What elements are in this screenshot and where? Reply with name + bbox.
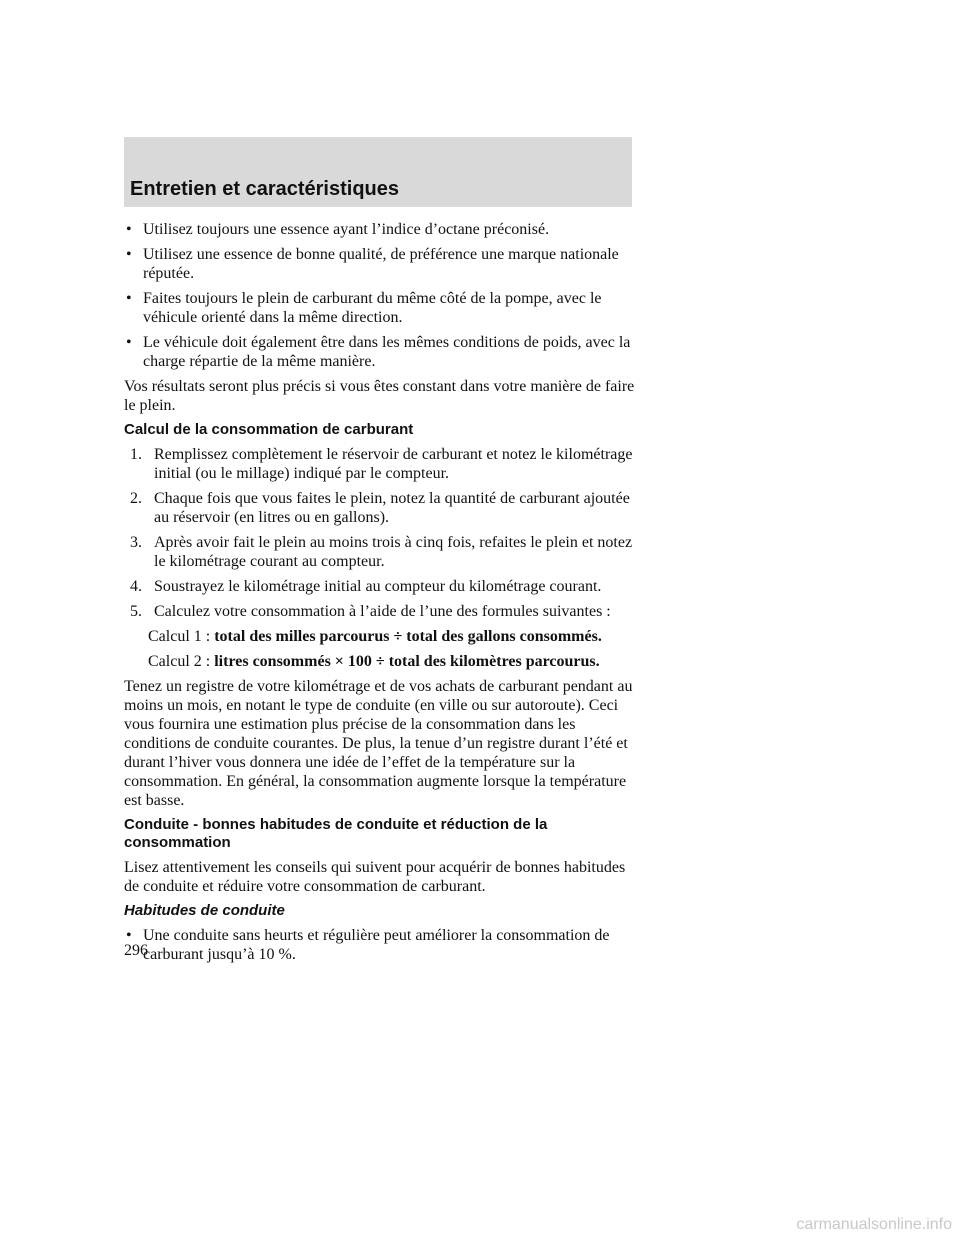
page-number: 296 [124,942,148,959]
watermark: carmanualsonline.info [796,1216,952,1233]
bullet-symbol: • [126,290,132,307]
driving-bullet [124,926,644,964]
step-text: Remplissez complètement le réservoir de carburant et notez le kilométrage initial (ou le millage) indiqué par le compteur. [154,446,633,482]
calc-paragraph: Tenez un registre de votre kilométrage et de vos achats de carburant pendant au moins un mois, en notant le type de conduite (en ville ou sur autoroute). Ceci vous fournira une estimation plus précise de la consommation dans les conditions de conduite courantes. De plus, la tenue d’un registre durant l’été et durant l’hiver vous donnera une idée de l’effet de la température sur la consommation. En général, la consommation augmente lorsque la température est basse. [124,678,633,809]
step-number: 2. [130,490,142,507]
bullet-symbol: • [126,927,132,944]
bullet-text: Le véhicule doit également être dans les mêmes conditions de poids, avec la charge répartie de la même manière. [143,334,631,370]
step-text: Soustrayez le kilométrage initial au compteur du kilométrage courant. [154,578,602,595]
bullet-text: Utilisez une essence de bonne qualité, de préférence une marque nationale réputée. [143,246,619,282]
calc-1-formula: total des milles parcourus ÷ total des gallons consommés. [214,628,602,645]
calc-step [124,489,644,527]
intro-bullet [124,245,644,283]
step-number: 1. [130,446,142,463]
page-section-title: Entretien et caractéristiques [130,178,399,200]
calc-step [124,533,644,571]
page-content [124,220,644,970]
bullet-symbol: • [126,334,132,351]
calc-section-heading: Calcul de la consommation de carburant [124,421,414,438]
intro-bullet [124,289,644,327]
bullet-symbol: • [126,246,132,263]
step-text: Calculez votre consommation à l’aide de l’une des formules suivantes : [154,603,611,620]
calc-step [124,577,644,596]
bullet-symbol: • [126,221,132,238]
calc-2-formula: litres consommés × 100 ÷ total des kilomètres parcourus. [214,653,600,670]
driving-section-heading: Conduite - bonnes habitudes de conduite et réduction de la consommation [124,816,548,851]
driving-paragraph: Lisez attentivement les conseils qui suivent pour acquérir de bonnes habitudes de conduite et réduire votre consommation de carburant. [124,859,626,895]
calc-1-label: Calcul 1 : [148,628,211,645]
intro-paragraph: Vos résultats seront plus précis si vous êtes constant dans votre manière de faire le plein. [124,378,635,414]
bullet-text: Faites toujours le plein de carburant du même côté de la pompe, avec le véhicule orienté dans la même direction. [143,290,602,326]
calc-step [124,445,644,483]
step-number: 4. [130,578,142,595]
calc-step [124,602,644,621]
driving-subheading: Habitudes de conduite [124,902,285,919]
intro-bullet [124,220,644,239]
calc-formula-1 [124,627,644,646]
step-number: 3. [130,534,142,551]
intro-bullet [124,333,644,371]
step-number: 5. [130,603,142,620]
step-text: Chaque fois que vous faites le plein, notez la quantité de carburant ajoutée au réservoir (en litres ou en gallons). [154,490,630,526]
step-text: Après avoir fait le plein au moins trois à cinq fois, refaites le plein et notez le kilométrage courant au compteur. [154,534,633,570]
calc-2-label: Calcul 2 : [148,653,211,670]
bullet-text: Une conduite sans heurts et régulière peut améliorer la consommation de carburant jusqu’à 10 %. [143,927,610,963]
calc-formula-2 [124,652,644,671]
bullet-text: Utilisez toujours une essence ayant l’indice d’octane préconisé. [143,221,550,238]
